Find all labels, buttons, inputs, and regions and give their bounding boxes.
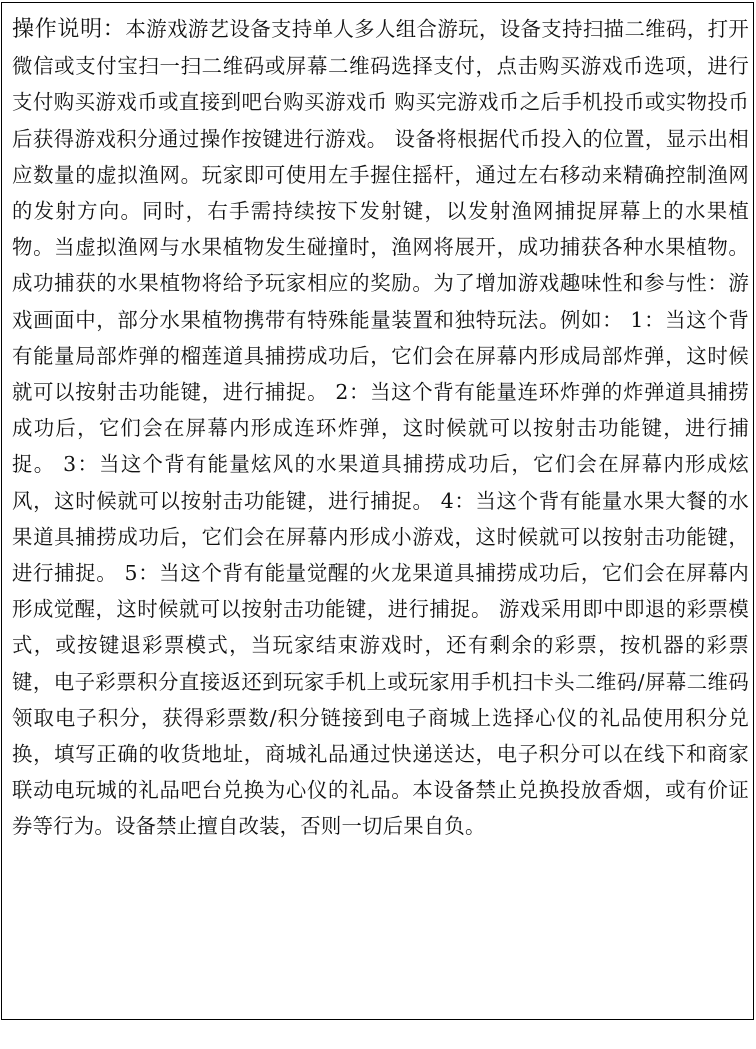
instructions-body: 本游戏游艺设备支持单人多人组合游玩，设备支持扫描二维码，打开微信或支付宝扫一扫二维码或屏幕二维码选择支付，点击购买游戏币选项，进行支付购买游戏币或直接到吧台购买游戏币 购买完游戏币之后手机投币或实物投币后获得游戏积分通过操作按键进行游戏。 设备将根据代币投入的位置，显示出相应数量的虚拟渔网。玩家即可使用左手握住摇杆，通过左右移动来精确控制渔网的发射方向。同时，右手需持续按下发射键，以发射渔网捕捉屏幕上的水果植物。当虚拟渔网与水果植物发生碰撞时，渔网将展开，成功捕获各种水果植物。成功捕获的水果植物将给予玩家相应的奖励。为了增加游戏趣味性和参与性：游戏画面中，部分水果植物携带有特殊能量装置和独特玩法。例如： 1：当这个背有能量局部炸弹的榴莲道具捕捞成功后，它们会在屏幕内形成局部炸弹，这时候就可以按射击功能键，进行捕捉。 2：当这个背有能量连环炸弹的炸弹道具捕捞成功后，它们会在屏幕内形成连环炸弹，这时候就可以按射击功能键，进行捕捉。 3：当这个背有能量炫风的水果道具捕捞成功后，它们会在屏幕内形成炫风，这时候就可以按射击功能键，进行捕捉。 4：当这个背有能量水果大餐的水果道具捕捞成功后，它们会在屏幕内形成小游戏，这时候就可以按射击功能键，进行捕捉。 5：当这个背有能量觉醒的火龙果道具捕捞成功后，它们会在屏幕内形成觉醒，这时候就可以按射击功能键，进行捕捉。 游戏采用即中即退的彩票模式，或按键退彩票模式，当玩家结束游戏时，还有剩余的彩票，按机器的彩票键，电子彩票积分直接返还到玩家手机上或玩家用手机扫卡头二维码/屏幕二维码领取电子积分，获得彩票数/积分链接到电子商城上选择心仪的礼品使用积分兑换，填写正确的收货地址，商城礼品通过快递送达，电子积分可以在线下和商家联动电玩城的礼品吧台兑换为心仪的礼品。本设备禁止兑换投放香烟，或有价证券等行为。设备禁止擅自改装，否则一切后果自负。 — [12, 17, 749, 839]
instructions-box — [1, 2, 754, 1020]
instructions-heading: 操作说明： — [12, 17, 126, 42]
